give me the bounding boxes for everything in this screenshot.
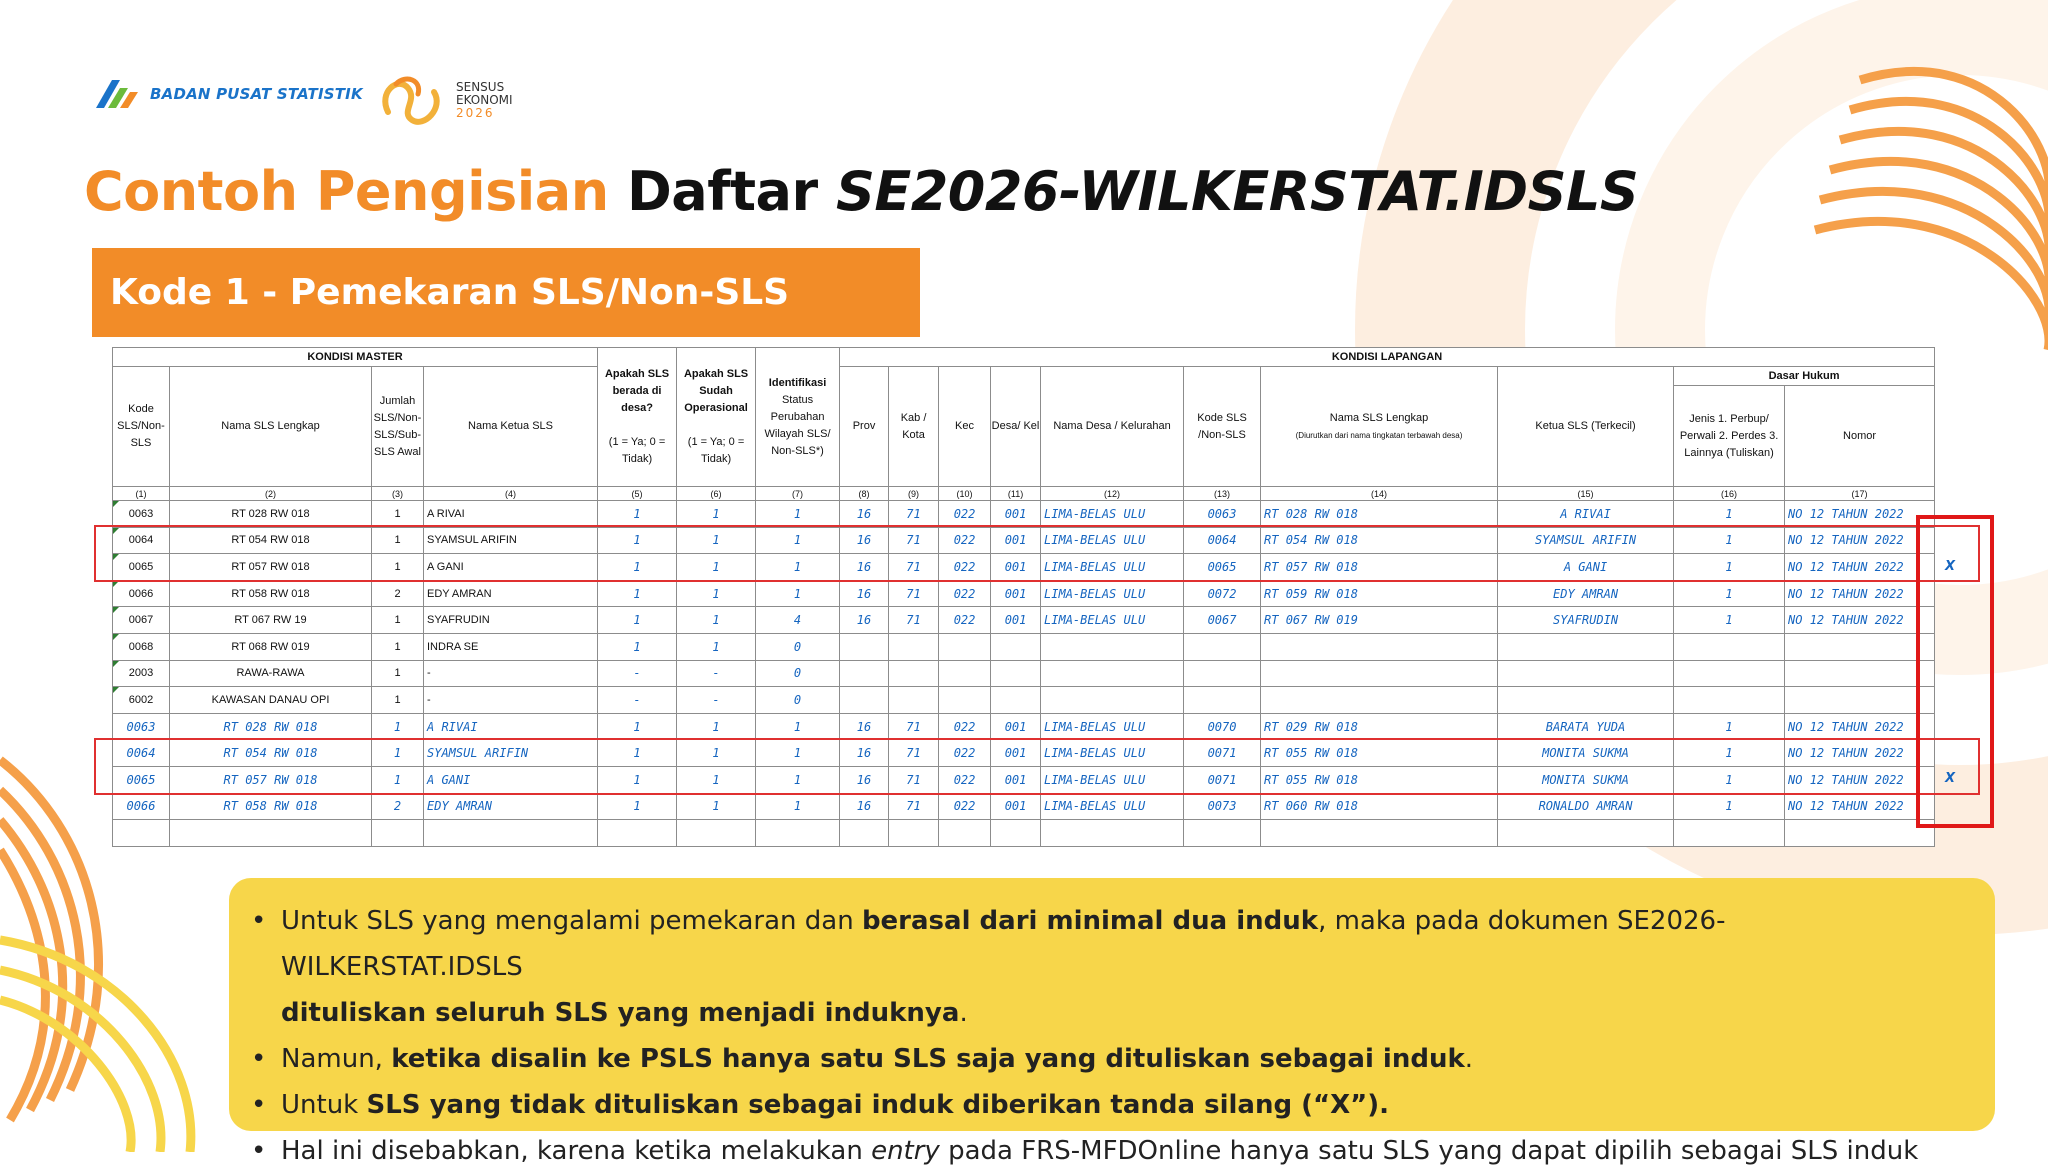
table-cell: 022	[939, 527, 991, 554]
table-cell: 0066	[113, 793, 170, 820]
note-item-3: • Untuk SLS yang tidak dituliskan sebagai induk diberikan tanda silang (“X”).	[251, 1082, 1965, 1128]
table-cell: 16	[840, 527, 889, 554]
table-cell	[1184, 633, 1261, 660]
sensus-ekonomi-logo	[378, 72, 513, 128]
table-cell: 1	[756, 527, 840, 554]
table-cell: A GANI	[424, 554, 598, 581]
table-cell: A RIVAI	[424, 501, 598, 528]
table-cell: RT 055 RW 018	[1261, 740, 1498, 767]
table-cell: 1	[1674, 607, 1785, 634]
table-cell: 2003	[113, 660, 170, 687]
table-cell: 0	[756, 687, 840, 714]
table-cell: 1	[372, 501, 424, 528]
table-cell: NO 12 TAHUN 2022	[1785, 713, 1935, 740]
table-cell	[840, 687, 889, 714]
table-cell: 1	[677, 793, 756, 820]
table-cell: NO 12 TAHUN 2022	[1785, 607, 1935, 634]
table-cell: LIMA-BELAS ULU	[1041, 580, 1184, 607]
table-cell: -	[424, 660, 598, 687]
header-nama-sls-lapangan: Nama SLS Lengkap (Diurutkan dari nama tingkatan terbawah desa)	[1261, 367, 1498, 487]
table-cell: 0064	[113, 740, 170, 767]
note-item-4: • Hal ini disebabkan, karena ketika melakukan entry pada FRS-MFDOnline hanya satu SLS yang dapat dipilih sebagai SLS induk	[251, 1128, 1965, 1174]
table-cell: 0071	[1184, 766, 1261, 793]
table-cell	[1261, 660, 1498, 687]
table-cell: RT 058 RW 018	[170, 580, 372, 607]
table-cell: 0	[756, 633, 840, 660]
table-cell	[1785, 687, 1935, 714]
table-cell	[1184, 660, 1261, 687]
table-cell: 16	[840, 766, 889, 793]
header-nama-desa: Nama Desa / Kelurahan	[1041, 367, 1184, 487]
header-desa: Desa/ Kel	[991, 367, 1041, 487]
table-cell: SYAMSUL ARIFIN	[424, 740, 598, 767]
table-cell: NO 12 TAHUN 2022	[1785, 766, 1935, 793]
table-cell: 1	[677, 607, 756, 634]
table-cell: 16	[840, 793, 889, 820]
table-cell: SYAFRUDIN	[1498, 607, 1674, 634]
table-cell: 1	[598, 793, 677, 820]
bps-logo-text: BADAN PUSAT STATISTIK	[150, 85, 363, 103]
header-dasar-hukum: Dasar Hukum	[1674, 367, 1935, 386]
table-cell: 001	[991, 554, 1041, 581]
table-cell: 16	[840, 580, 889, 607]
table-cell	[939, 660, 991, 687]
table-cell: 71	[889, 554, 939, 581]
table-cell	[1674, 633, 1785, 660]
table-cell: -	[598, 687, 677, 714]
table-cell	[889, 687, 939, 714]
note-item-2: • Namun, ketika disalin ke PSLS hanya satu SLS saja yang dituliskan sebagai induk.	[251, 1036, 1965, 1082]
table-cell: 022	[939, 766, 991, 793]
column-number: (15)	[1498, 487, 1674, 501]
table-cell: 0063	[113, 713, 170, 740]
table-cell: 1	[677, 740, 756, 767]
table-row	[113, 660, 1935, 687]
table-cell: RT 028 RW 018	[1261, 501, 1498, 528]
column-number: (13)	[1184, 487, 1261, 501]
table-cell	[939, 633, 991, 660]
table-row	[113, 633, 1935, 660]
section-banner: Kode 1 - Pemekaran SLS/Non-SLS	[92, 248, 920, 337]
column-number: (1)	[113, 487, 170, 501]
table-cell: RT 058 RW 018	[170, 793, 372, 820]
table-cell: 1	[598, 766, 677, 793]
table-cell: 0070	[1184, 713, 1261, 740]
table-cell: SYAFRUDIN	[424, 607, 598, 634]
table-cell: 1	[598, 607, 677, 634]
page-title	[84, 160, 1638, 223]
table-cell: 1	[372, 713, 424, 740]
table-cell: 16	[840, 607, 889, 634]
table-cell: LIMA-BELAS ULU	[1041, 501, 1184, 528]
table-cell: -	[424, 687, 598, 714]
table-cell: NO 12 TAHUN 2022	[1785, 580, 1935, 607]
table-cell: -	[677, 660, 756, 687]
highlight-box-updated-rows	[94, 738, 1980, 795]
table-cell: RAWA-RAWA	[170, 660, 372, 687]
table-cell: LIMA-BELAS ULU	[1041, 793, 1184, 820]
table-cell: EDY AMRAN	[1498, 580, 1674, 607]
table-cell: 1	[372, 660, 424, 687]
column-number: (4)	[424, 487, 598, 501]
header-nomor: Nomor	[1785, 386, 1935, 487]
table-row	[113, 713, 1935, 740]
table-cell	[1498, 660, 1674, 687]
table-cell: LIMA-BELAS ULU	[1041, 607, 1184, 634]
table-cell	[1041, 687, 1184, 714]
table-cell: 1	[1674, 740, 1785, 767]
header-jumlah: Jumlah SLS/Non-SLS/Sub-SLS Awal	[372, 367, 424, 487]
table-cell: RT 029 RW 018	[1261, 713, 1498, 740]
table-cell: NO 12 TAHUN 2022	[1785, 501, 1935, 528]
table-cell: INDRA SE	[424, 633, 598, 660]
table-cell: RT 059 RW 018	[1261, 580, 1498, 607]
table-cell: 001	[991, 580, 1041, 607]
table-cell: LIMA-BELAS ULU	[1041, 554, 1184, 581]
table-cell	[991, 660, 1041, 687]
bps-logo	[90, 74, 363, 114]
column-number: (7)	[756, 487, 840, 501]
table-cell: 0068	[113, 633, 170, 660]
table-cell: LIMA-BELAS ULU	[1041, 766, 1184, 793]
table-cell: 2	[372, 580, 424, 607]
table-cell: 001	[991, 766, 1041, 793]
table-cell: 1	[756, 766, 840, 793]
column-number: (16)	[1674, 487, 1785, 501]
table-cell: 1	[756, 501, 840, 528]
table-row	[113, 793, 1935, 820]
table-cell: RT 067 RW 019	[1261, 607, 1498, 634]
table-cell: 1	[598, 633, 677, 660]
table-cell: 1	[1674, 527, 1785, 554]
table-cell: 1	[598, 501, 677, 528]
table-cell	[1674, 660, 1785, 687]
table-cell: 1	[598, 713, 677, 740]
column-number: (5)	[598, 487, 677, 501]
table-cell: 0064	[113, 527, 170, 554]
table-cell	[840, 633, 889, 660]
table-cell: 1	[677, 554, 756, 581]
table-cell: -	[598, 660, 677, 687]
title-part-3: SE2026-WILKERSTAT.IDSLS	[835, 160, 1639, 223]
table-cell	[1041, 633, 1184, 660]
table-cell: 022	[939, 740, 991, 767]
table-cell: 022	[939, 501, 991, 528]
table-cell: 001	[991, 740, 1041, 767]
table-cell: NO 12 TAHUN 2022	[1785, 793, 1935, 820]
note-box	[229, 878, 1995, 1166]
table-cell	[1184, 687, 1261, 714]
table-cell: RT 057 RW 018	[170, 554, 372, 581]
table-cell: 001	[991, 527, 1041, 554]
table-cell: 1	[598, 580, 677, 607]
table-cell	[1785, 660, 1935, 687]
table-cell: 1	[372, 527, 424, 554]
table-cell: RT 057 RW 018	[1261, 554, 1498, 581]
table-cell: SYAMSUL ARIFIN	[424, 527, 598, 554]
table-cell: 1	[598, 554, 677, 581]
table-cell: 1	[598, 740, 677, 767]
table-cell: 1	[598, 527, 677, 554]
table-cell: 1	[756, 793, 840, 820]
table-cell: 71	[889, 740, 939, 767]
table-cell: 1	[372, 554, 424, 581]
table-cell	[1785, 633, 1935, 660]
se-logo-line2: EKONOMI	[456, 92, 513, 107]
header-apakah-desa: Apakah SLS berada di desa? (1 = Ya; 0 = Tidak)	[598, 348, 677, 487]
table-cell: 0063	[1184, 501, 1261, 528]
column-number: (14)	[1261, 487, 1498, 501]
column-number: (2)	[170, 487, 372, 501]
header-kab: Kab / Kota	[889, 367, 939, 487]
table-cell: A GANI	[424, 766, 598, 793]
table-cell: RT 057 RW 018	[170, 766, 372, 793]
table-cell: NO 12 TAHUN 2022	[1785, 740, 1935, 767]
header-kode: Kode SLS/Non-SLS	[113, 367, 170, 487]
table-cell: 0067	[1184, 607, 1261, 634]
table-cell: 0063	[113, 501, 170, 528]
table-cell: NO 12 TAHUN 2022	[1785, 527, 1935, 554]
table-cell: 1	[756, 740, 840, 767]
table-cell: 1	[372, 607, 424, 634]
note-item-1-cont: dituliskan seluruh SLS yang menjadi induknya.	[281, 998, 968, 1028]
table-cell	[1261, 687, 1498, 714]
column-number: (12)	[1041, 487, 1184, 501]
table-cell: A RIVAI	[424, 713, 598, 740]
table-cell: EDY AMRAN	[424, 580, 598, 607]
table-cell: 71	[889, 793, 939, 820]
table-row	[113, 687, 1935, 714]
table-cell: 1	[677, 633, 756, 660]
header-kode-lapangan: Kode SLS /Non-SLS	[1184, 367, 1261, 487]
table-cell: 71	[889, 501, 939, 528]
table-cell	[991, 687, 1041, 714]
table-cell: 1	[1674, 793, 1785, 820]
table-cell: 1	[677, 501, 756, 528]
x-mark-updated: X	[1945, 771, 1956, 787]
table-cell: LIMA-BELAS ULU	[1041, 740, 1184, 767]
table-cell: 6002	[113, 687, 170, 714]
table-cell: 1	[677, 580, 756, 607]
column-number: (6)	[677, 487, 756, 501]
column-number: (3)	[372, 487, 424, 501]
header-kondisi-lapangan: KONDISI LAPANGAN	[840, 348, 1935, 367]
x-mark-master: X	[1945, 558, 1956, 574]
table-cell: 1	[677, 766, 756, 793]
table-cell: 022	[939, 713, 991, 740]
table-cell: 022	[939, 580, 991, 607]
table-cell: 1	[1674, 766, 1785, 793]
table-cell: RT 054 RW 018	[170, 740, 372, 767]
table-cell: 1	[1674, 554, 1785, 581]
table-cell: 16	[840, 501, 889, 528]
table-cell: MONITA SUKMA	[1498, 766, 1674, 793]
table-cell: 022	[939, 554, 991, 581]
table-cell: NO 12 TAHUN 2022	[1785, 554, 1935, 581]
column-number-row	[113, 487, 1935, 501]
bps-logo-icon	[90, 74, 142, 114]
table-cell: 4	[756, 607, 840, 634]
table-cell: 022	[939, 793, 991, 820]
table-cell: 0071	[1184, 740, 1261, 767]
table-cell: RONALDO AMRAN	[1498, 793, 1674, 820]
table-row	[113, 607, 1935, 634]
table-cell: 16	[840, 554, 889, 581]
table-cell: RT 068 RW 019	[170, 633, 372, 660]
table-cell: 1	[677, 713, 756, 740]
highlight-box-master-rows	[94, 525, 1980, 582]
table-row	[113, 580, 1935, 607]
table-cell: 16	[840, 713, 889, 740]
table-cell: 71	[889, 713, 939, 740]
column-number: (8)	[840, 487, 889, 501]
table-cell: BARATA YUDA	[1498, 713, 1674, 740]
header-jenis: Jenis 1. Perbup/ Perwali 2. Perdes 3. Lainnya (Tuliskan)	[1674, 386, 1785, 487]
table-cell: 1	[1674, 580, 1785, 607]
table-cell: 0	[756, 660, 840, 687]
table-cell: 71	[889, 527, 939, 554]
table-cell: A GANI	[1498, 554, 1674, 581]
table-row	[113, 501, 1935, 528]
table-cell: 0065	[1184, 554, 1261, 581]
table-cell: MONITA SUKMA	[1498, 740, 1674, 767]
title-part-1: Contoh Pengisian	[84, 160, 609, 223]
table-cell	[889, 633, 939, 660]
table-cell: RT 028 RW 018	[170, 713, 372, 740]
sensus-ekonomi-logo-icon	[378, 72, 450, 128]
table-cell: 71	[889, 766, 939, 793]
table-cell: 1	[756, 713, 840, 740]
table-cell	[939, 687, 991, 714]
table-cell: 0067	[113, 607, 170, 634]
table-cell	[889, 660, 939, 687]
table-cell: RT 060 RW 018	[1261, 793, 1498, 820]
column-number: (9)	[889, 487, 939, 501]
header-prov: Prov	[840, 367, 889, 487]
table-cell: 1	[1674, 501, 1785, 528]
header-ketua: Nama Ketua SLS	[424, 367, 598, 487]
table-cell: 71	[889, 607, 939, 634]
table-cell: 1	[372, 740, 424, 767]
table-cell: RT 054 RW 018	[1261, 527, 1498, 554]
table-cell: RT 054 RW 018	[170, 527, 372, 554]
column-number: (17)	[1785, 487, 1935, 501]
table-cell: RT 067 RW 19	[170, 607, 372, 634]
table-cell	[840, 660, 889, 687]
se-logo-line1: SENSUS	[456, 79, 505, 94]
table-cell: 0073	[1184, 793, 1261, 820]
table-cell	[1498, 687, 1674, 714]
table-row-empty	[113, 820, 1935, 847]
table-cell: A RIVAI	[1498, 501, 1674, 528]
table-cell: EDY AMRAN	[424, 793, 598, 820]
table-cell: 001	[991, 713, 1041, 740]
table-cell: RT 055 RW 018	[1261, 766, 1498, 793]
header-kondisi-master: KONDISI MASTER	[113, 348, 598, 367]
column-number: (11)	[991, 487, 1041, 501]
table-cell: 0072	[1184, 580, 1261, 607]
table-cell: LIMA-BELAS ULU	[1041, 527, 1184, 554]
table-cell: -	[677, 687, 756, 714]
table-cell: SYAMSUL ARIFIN	[1498, 527, 1674, 554]
table-cell: 16	[840, 740, 889, 767]
table-cell: LIMA-BELAS ULU	[1041, 713, 1184, 740]
note-item-1: • Untuk SLS yang mengalami pemekaran dan berasal dari minimal dua induk, maka pada dokumen SE2026-WILKERSTAT.IDSLS	[251, 898, 1965, 990]
table-cell: 0065	[113, 554, 170, 581]
table-cell	[1041, 660, 1184, 687]
table-cell: 2	[372, 793, 424, 820]
table-cell: 1	[1674, 713, 1785, 740]
se-logo-year: 2026	[456, 105, 495, 120]
header-identifikasi: Identifikasi Status Perubahan Wilayah SLS/ Non-SLS*)	[756, 348, 840, 487]
table-cell: 1	[372, 633, 424, 660]
table-cell	[1498, 633, 1674, 660]
header-nama-sls: Nama SLS Lengkap	[170, 367, 372, 487]
table-cell: 0066	[113, 580, 170, 607]
table-cell: 022	[939, 607, 991, 634]
table-cell: 1	[756, 580, 840, 607]
header-sudah-operasional: Apakah SLS Sudah Operasional (1 = Ya; 0 = Tidak)	[677, 348, 756, 487]
table-cell	[1261, 633, 1498, 660]
header-ketua-lapangan: Ketua SLS (Terkecil)	[1498, 367, 1674, 487]
table-cell	[991, 633, 1041, 660]
table-cell: 001	[991, 607, 1041, 634]
table-cell: 71	[889, 580, 939, 607]
table-cell: 1	[756, 554, 840, 581]
table-cell: 001	[991, 501, 1041, 528]
title-part-2: Daftar	[626, 160, 818, 223]
table-cell: RT 028 RW 018	[170, 501, 372, 528]
table-cell: 001	[991, 793, 1041, 820]
table-cell: KAWASAN DANAU OPI	[170, 687, 372, 714]
column-number: (10)	[939, 487, 991, 501]
header-kec: Kec	[939, 367, 991, 487]
table-cell: 0065	[113, 766, 170, 793]
table-cell: 1	[372, 687, 424, 714]
table-cell	[1674, 687, 1785, 714]
table-cell: 1	[372, 766, 424, 793]
table-cell: 1	[677, 527, 756, 554]
table-cell: 0064	[1184, 527, 1261, 554]
